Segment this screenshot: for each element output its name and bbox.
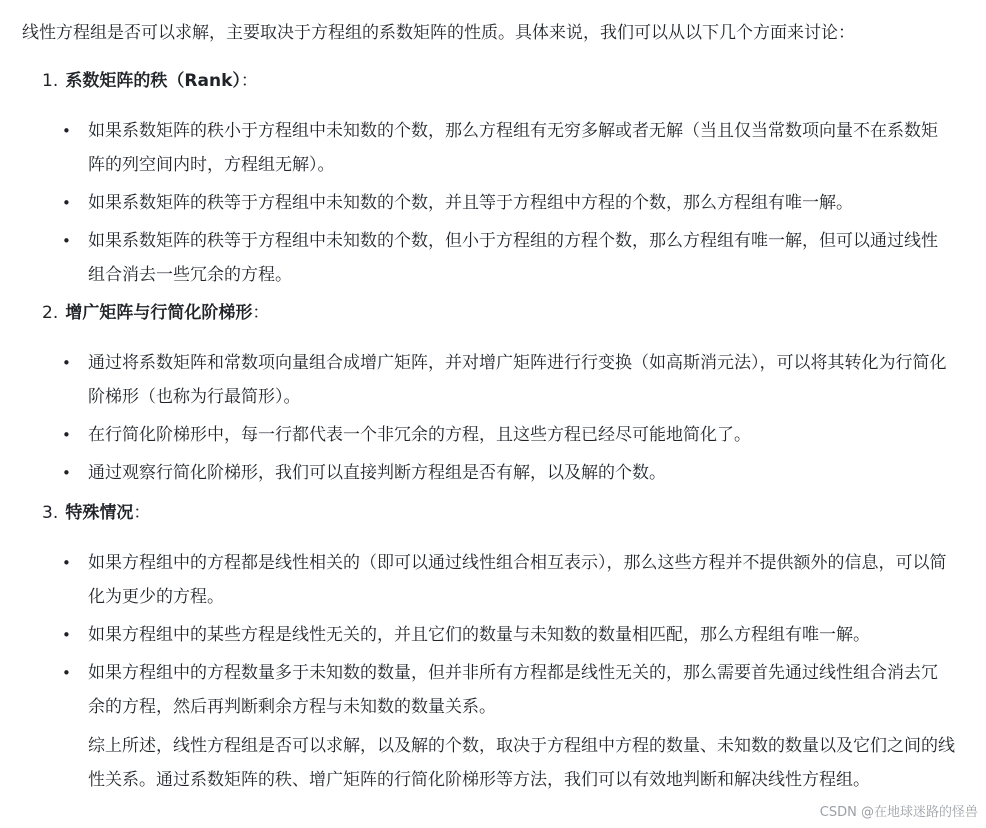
intro-paragraph: 线性方程组是否可以求解，主要取决于方程组的系数矩阵的性质。具体来说，我们可以从以下几个方面来讨论： xyxy=(22,23,855,43)
bullet-icon: • xyxy=(62,554,71,572)
list-item xyxy=(62,418,952,452)
section-heading-augmented-matrix xyxy=(42,300,269,326)
bullet-icon: • xyxy=(62,232,71,250)
list-item xyxy=(62,546,952,614)
bullet-icon: • xyxy=(62,194,71,212)
section-colon: ： xyxy=(133,503,151,523)
list-item-text: 如果系数矩阵的秩小于方程组中未知数的个数，那么方程组有无穷多解或者无解（当且仅当常数项向量不在系数矩阵的列空间内时，方程组无解）。 xyxy=(88,121,938,175)
list-item xyxy=(62,186,952,220)
section-heading-special-cases xyxy=(42,500,150,526)
section-title: 特殊情况 xyxy=(65,503,134,523)
list-item-text: 在行简化阶梯形中，每一行都代表一个非冗余的方程，且这些方程已经尽可能地简化了。 xyxy=(88,425,751,445)
section-title: 增广矩阵与行简化阶梯形 xyxy=(65,303,253,323)
list-item-text: 如果方程组中的方程数量多于未知数的数量，但并非所有方程都是线性无关的，那么需要首先通过线性组合消去冗余的方程，然后再判断剩余方程与未知数的数量关系。 xyxy=(88,663,938,717)
section-number: 2. xyxy=(42,303,59,323)
list-item-text: 如果方程组中的某些方程是线性无关的，并且它们的数量与未知数的数量相匹配，那么方程组有唯一解。 xyxy=(88,625,870,645)
bullet-icon: • xyxy=(62,464,71,482)
section-colon: ： xyxy=(240,71,258,91)
list-item-text: 通过观察行简化阶梯形，我们可以直接判断方程组是否有解，以及解的个数。 xyxy=(88,463,666,483)
bullet-icon: • xyxy=(62,626,71,644)
section-number: 1. xyxy=(42,71,59,91)
list-item xyxy=(62,224,952,292)
list-item xyxy=(62,618,952,652)
bullet-icon: • xyxy=(62,354,71,372)
csdn-watermark: CSDN @在地球迷路的怪兽 xyxy=(819,805,978,820)
section-title: 系数矩阵的秩（Rank） xyxy=(65,71,241,91)
section-colon: ： xyxy=(252,303,270,323)
list-item-text: 通过将系数矩阵和常数项向量组合成增广矩阵，并对增广矩阵进行行变换（如高斯消元法），可以将其转化为行简化阶梯形（也称为行最简形）。 xyxy=(88,353,947,407)
bullet-icon: • xyxy=(62,426,71,444)
list-item-text: 如果方程组中的方程都是线性相关的（即可以通过线性组合相互表示），那么这些方程并不提供额外的信息，可以简化为更少的方程。 xyxy=(88,553,947,607)
summary-paragraph: 综上所述，线性方程组是否可以求解，以及解的个数，取决于方程组中方程的数量、未知数的数量以及它们之间的线性关系。通过系数矩阵的秩、增广矩阵的行简化阶梯形等方法，我们可以有效地判断和解决线性方程组。 xyxy=(88,736,955,790)
list-item xyxy=(62,114,952,182)
bullet-icon: • xyxy=(62,664,71,682)
section-heading-rank xyxy=(42,68,258,94)
section-number: 3. xyxy=(42,503,59,523)
list-item xyxy=(62,346,952,414)
bullet-icon: • xyxy=(62,122,71,140)
list-item-text: 如果系数矩阵的秩等于方程组中未知数的个数，但小于方程组的方程个数，那么方程组有唯一解，但可以通过线性组合消去一些冗余的方程。 xyxy=(88,231,938,285)
list-item xyxy=(62,456,952,490)
list-item-text: 如果系数矩阵的秩等于方程组中未知数的个数，并且等于方程组中方程的个数，那么方程组有唯一解。 xyxy=(88,193,853,213)
list-item xyxy=(62,656,952,724)
